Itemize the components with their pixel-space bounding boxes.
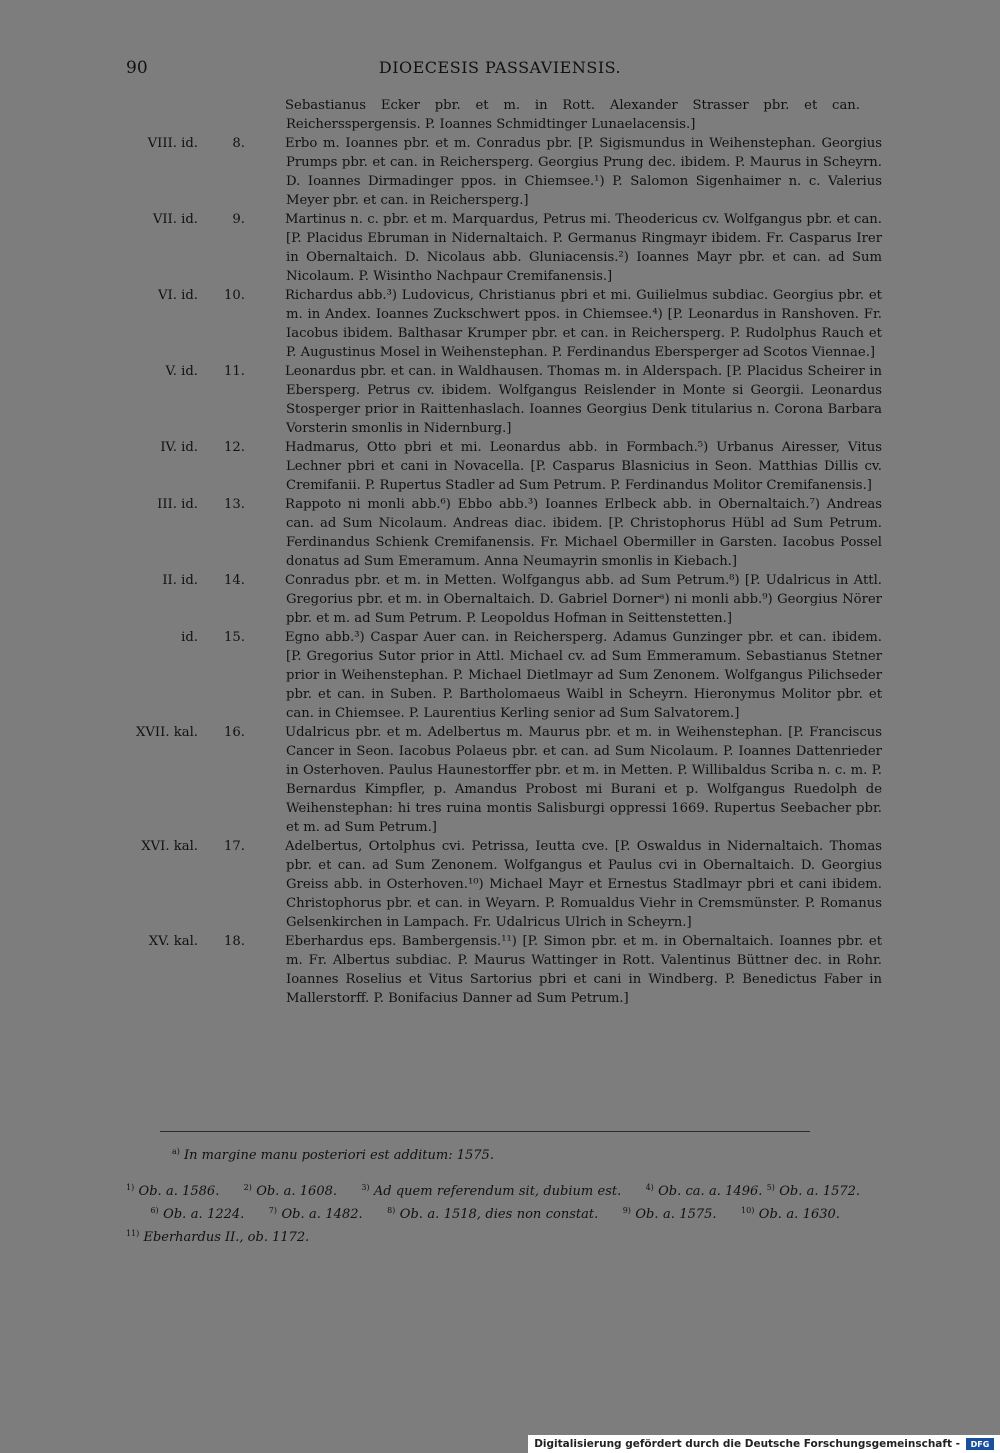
- footnote-text: Ob. a. 1630.: [758, 1207, 840, 1222]
- running-head: DIOECESIS PASSAVIENSIS.: [378, 58, 622, 77]
- entry-text: Richardus abb.³) Ludovicus, Christianus pbri et mi. Guilielmus subdiac. Georgius pbr. et m. in Andex. Ioannes Zuckschwert ppos. in Chiemsee.⁴) [P. Leonardus in Ranshoven. Fr. Iacobus ibidem. Balthasar Krumper pbr. et can. in Reichersperg. P. Rudolphus Rauch et P. Augustinus Mosel in Weihenstephan. P. Ferdinandus Ebersperger ad Scotos Viennae.]: [285, 288, 882, 360]
- dfg-logo: DFG: [966, 1438, 994, 1450]
- footnote-mark: 8): [387, 1206, 396, 1215]
- footnote-mark: 1): [126, 1183, 135, 1192]
- entry-text: Adelbertus, Ortolphus cvi. Petrissa, Ieutta cve. [P. Oswaldus in Nidernaltaich. Thomas pbr. et can. ad Sum Zenonem. Wolfgangus et Paulus cvi in Obernaltaich. D. Georgius Greiss abb. in Osterhoven.¹⁰) Michael Mayr et Ernestus Stadlmayr pbri et cani ibidem. Christophorus pbr. et can. in Weyarn. P. Romualdus Viehr in Cremsmünster. P. Romanus Gelsenkirchen in Lampach. Fr. Udalricus Ulrich in Scheyrn.]: [285, 839, 882, 930]
- footnote: [244, 1184, 337, 1199]
- entry-date: VIII. id.: [147, 136, 198, 151]
- footnote-a-text: In margine manu posteriori est additum: 1575.: [184, 1148, 494, 1163]
- footnote-mark: 6): [150, 1206, 159, 1215]
- footnote-text: Ob. a. 1482.: [281, 1207, 363, 1222]
- entry-text: Udalricus pbr. et m. Adelbertus m. Maurus pbr. et m. in Weihenstephan. [P. Franciscus Cancer in Seon. Iacobus Polaeus pbr. et can. ad Sum Nicolaum. P. Ioannes Dattenrieder in Osterhoven. Paulus Haunestorffer pbr. et m. in Metten. P. Willibaldus Scriba n. c. m. P. Bernardus Kimpfler, p. Amandus Probost mi Burani et p. Wolfgangus Ruedolph de Weihenstephan: hi tres ruina montis Salisburgi oppressi 1669. Rupertus Seebacher pbr. et m. ad Sum Petrum.]: [285, 725, 882, 835]
- entry-number: 14.: [224, 573, 245, 588]
- entry-text: Leonardus pbr. et can. in Waldhausen. Thomas m. in Alderspach. [P. Placidus Scheirer in Ebersperg. Petrus cv. ibidem. Wolfgangus Reislender in Monte si Georgii. Leonardus Stosperger prior in Raittenhaslach. Ioannes Georgius Denk titularius n. Corona Barbara Vorsterin smonlis in Nidernburg.]: [285, 364, 882, 436]
- footnote-text: Ob. a. 1608.: [256, 1184, 337, 1199]
- entry-number: 13.: [224, 497, 245, 512]
- page-number: 90: [126, 58, 148, 78]
- footnote: [361, 1184, 621, 1199]
- footnote-mark: 7): [268, 1206, 277, 1215]
- entry-date: IV. id.: [160, 440, 198, 455]
- footnote-text: Ob. a. 1586.: [138, 1184, 220, 1199]
- footnote-a-marker: a): [172, 1147, 180, 1156]
- footnote-text: Ob. ca. a. 1496.: [658, 1184, 763, 1199]
- footnote: [646, 1184, 763, 1199]
- entry-text: Rappoto ni monli abb.⁶) Ebbo abb.³) Ioannes Erlbeck abb. in Obernaltaich.⁷) Andreas can. ad Sum Nicolaum. Andreas diac. ibidem. [P. Christophorus Hübl ad Sum Petrum. Ferdinandus Schienk Cremifanensis. Fr. Michael Obermiller in Garsten. Iacobus Possel donatus ad Sum Emeramum. Anna Neumayrin smonlis in Kiebach.]: [285, 497, 882, 569]
- entry: [0, 723, 1000, 837]
- entry-number: 12.: [224, 440, 245, 455]
- entry-text: Hadmarus, Otto pbri et mi. Leonardus abb. in Formbach.⁵) Urbanus Airesser, Vitus Lechner pbri et cani in Novacella. [P. Casparus Blasnicius in Seon. Matthias Dillis cv. Cremifanii. P. Rupertus Stadler ad Sum Petrum. P. Ferdinandus Molitor Cremifanensis.]: [285, 440, 882, 493]
- entry-date: XVII. kal.: [136, 725, 198, 740]
- footnote-mark: 2): [243, 1183, 252, 1192]
- footnote-mark: 5): [766, 1183, 775, 1192]
- entry: [0, 495, 1000, 571]
- entry-number: 10.: [224, 288, 245, 303]
- footnote: [126, 1184, 219, 1199]
- entry-continuation: [0, 96, 1000, 134]
- entry-number: 9.: [232, 212, 245, 227]
- entry: [0, 362, 1000, 438]
- footnote: [387, 1207, 598, 1222]
- necrology-entries: [0, 96, 1000, 1008]
- entry-date: XV. kal.: [148, 934, 198, 949]
- footnote: [150, 1207, 244, 1222]
- footnote-mark: 3): [361, 1183, 370, 1192]
- footnote-text: Ob. a. 1575.: [635, 1207, 717, 1222]
- footnote-a: [172, 1147, 494, 1163]
- footnote-text: Ob. a. 1572.: [779, 1184, 861, 1199]
- entry: [0, 837, 1000, 932]
- footnote: [741, 1207, 840, 1222]
- entry-text: Martinus n. c. pbr. et m. Marquardus, Petrus mi. Theodericus cv. Wolfgangus pbr. et can. [P. Placidus Ebruman in Nidernaltaich. P. Germanus Ringmayr ibidem. Fr. Casparus Irer in Obernaltaich. D. Nicolaus abb. Gluniacensis.²) Ioannes Mayr pbr. et can. ad Sum Nicolaum. P. Wisintho Nachpaur Cremifanensis.]: [285, 212, 882, 284]
- entry-number: 8.: [232, 136, 245, 151]
- footnote-text: Ob. a. 1224.: [163, 1207, 245, 1222]
- funding-credit-bar: [528, 1435, 1000, 1453]
- entry-number: 17.: [224, 839, 245, 854]
- entry-date: id.: [181, 630, 198, 645]
- entry-number: 11.: [224, 364, 245, 379]
- footnotes: [126, 1178, 860, 1247]
- entry-date: II. id.: [162, 573, 198, 588]
- footnote-text: Ad quem referendum sit, dubium est.: [373, 1184, 622, 1199]
- entry-number: 15.: [224, 630, 245, 645]
- entry-date: XVI. kal.: [141, 839, 198, 854]
- footnote: [269, 1207, 363, 1222]
- footnote-text: Eberhardus II., ob. 1172.: [143, 1230, 310, 1245]
- footnote-mark: 9): [622, 1206, 631, 1215]
- footnote-mark: 4): [645, 1183, 654, 1192]
- entry-text: Egno abb.³) Caspar Auer can. in Reichersperg. Adamus Gunzinger pbr. et can. ibidem. [P. Gregorius Sutor prior in Attl. Michael cv. ad Sum Emmeramum. Sebastianus Stetner prior in Weihenstephan. P. Michael Dietlmayr ad Sum Zenonem. Wolfgangus Pilichseder pbr. et can. in Suben. P. Bartholomaeus Waibl in Scheyrn. Hieronymus Molitor pbr. et can. in Chiemsee. P. Laurentius Kerling senior ad Sum Salvatorem.]: [285, 630, 882, 721]
- footnote: [126, 1230, 309, 1245]
- footnote-text: Ob. a. 1518, dies non constat.: [399, 1207, 599, 1222]
- entry-text: Conradus pbr. et m. in Metten. Wolfgangus abb. ad Sum Petrum.⁸) [P. Udalricus in Attl. Gregorius pbr. et m. in Obernaltaich. D. Gabriel Dornerᵃ) ni monli abb.⁹) Georgius Nörer pbr. et m. ad Sum Petrum. P. Leopoldus Hofman in Seittenstetten.]: [285, 573, 882, 626]
- entry-date: V. id.: [165, 364, 198, 379]
- footnote-mark: 11): [126, 1229, 140, 1238]
- entry: [0, 571, 1000, 628]
- entry-text: Erbo m. Ioannes pbr. et m. Conradus pbr. [P. Sigismundus in Weihenstephan. Georgius Prumps pbr. et can. in Reichersperg. Georgius Prung dec. ibidem. P. Maurus in Scheyrn. D. Ioannes Dirmadinger ppos. in Chiemsee.¹) P. Salomon Sigenhaimer n. c. Valerius Meyer pbr. et can. in Reichersperg.]: [285, 136, 882, 208]
- entry-number: 16.: [224, 725, 245, 740]
- entry-date: III. id.: [157, 497, 198, 512]
- entry: [0, 438, 1000, 495]
- footnote: [767, 1184, 860, 1199]
- footnote-divider: [160, 1131, 810, 1132]
- entry-text: Eberhardus eps. Bambergensis.¹¹) [P. Simon pbr. et m. in Obernaltaich. Ioannes pbr. et m. Fr. Albertus subdiac. P. Maurus Wattinger in Rott. Valentinus Büttner dec. in Rohr. Ioannes Roselius et Vitus Sartorius pbri et cani in Windberg. P. Benedictus Faber in Mallerstorff. P. Bonifacius Danner ad Sum Petrum.]: [285, 934, 882, 1006]
- entry: [0, 134, 1000, 210]
- funding-credit-text: Digitalisierung gefördert durch die Deutsche Forschungsgemeinschaft -: [534, 1438, 960, 1450]
- footnote: [623, 1207, 717, 1222]
- entry: [0, 210, 1000, 286]
- entry-date: VII. id.: [152, 212, 198, 227]
- entry-number: 18.: [224, 934, 245, 949]
- entry: [0, 628, 1000, 723]
- entry-text: Sebastianus Ecker pbr. et m. in Rott. Alexander Strasser pbr. et can. Reichersspergensis. P. Ioannes Schmidtinger Lunaelacensis.]: [285, 98, 860, 132]
- entry: [0, 286, 1000, 362]
- entry: [0, 932, 1000, 1008]
- entry-date: VI. id.: [158, 288, 198, 303]
- footnote-mark: 10): [741, 1206, 755, 1215]
